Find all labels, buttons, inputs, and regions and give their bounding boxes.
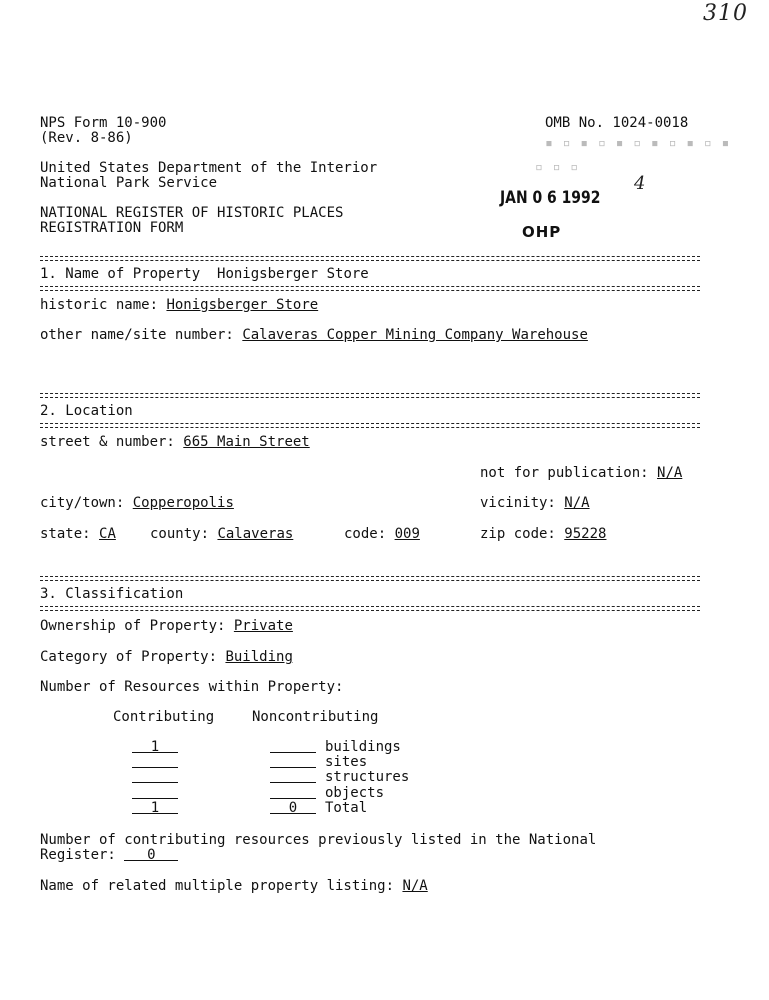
- ownership-label: Ownership of Property:: [40, 618, 226, 634]
- section-rule: [40, 606, 700, 611]
- section-rule: [40, 393, 700, 398]
- agency: National Park Service: [40, 175, 218, 191]
- category-value: Building: [225, 649, 293, 665]
- zip-label: zip code:: [480, 526, 556, 542]
- resource-row-label: objects: [325, 785, 385, 801]
- form-title: REGISTRATION FORM: [40, 220, 184, 236]
- street-label: street & number:: [40, 434, 175, 450]
- nfp-label: not for publication:: [480, 465, 649, 481]
- state-value: CA: [99, 526, 116, 542]
- resource-total-contributing: 1: [132, 801, 178, 816]
- office-stamp: OHP: [522, 225, 562, 237]
- city-field: [40, 496, 234, 511]
- resource-row-label: structures: [325, 769, 410, 785]
- city-value: Copperopolis: [132, 495, 234, 511]
- zip-value: 95228: [564, 526, 607, 542]
- resource-row-contributing: 1: [132, 740, 178, 755]
- ownership-value: Private: [233, 618, 293, 634]
- other-name-field: [40, 328, 588, 343]
- register-title: NATIONAL REGISTER OF HISTORIC PLACES: [40, 205, 344, 221]
- vicinity-field: [480, 496, 590, 511]
- page-number: 310: [703, 1, 748, 26]
- vicinity-label: vicinity:: [480, 495, 556, 511]
- contributing-column-header: Contributing: [113, 709, 215, 725]
- department: United States Department of the Interior: [40, 160, 378, 176]
- nfp-value: N/A: [657, 465, 683, 481]
- section1-heading: 1. Name of Property Honigsberger Store: [40, 266, 369, 282]
- section-rule: [40, 576, 700, 581]
- section3-heading: 3. Classification: [40, 586, 184, 602]
- mpl-value: N/A: [402, 878, 428, 894]
- noncontributing-column-header: Noncontributing: [252, 709, 379, 725]
- street-value: 665 Main Street: [183, 434, 310, 450]
- other-name-value: Calaveras Copper Mining Company Warehouse: [242, 327, 588, 343]
- county-field: [150, 527, 293, 542]
- resource-total-noncontributing: 0: [270, 801, 316, 816]
- faded-stamp-text-2: ▫ ▫ ▫: [535, 160, 580, 175]
- county-value: Calaveras: [217, 526, 294, 542]
- city-label: city/town:: [40, 495, 125, 511]
- resource-row-noncontributing: [270, 770, 316, 787]
- category-field: [40, 650, 293, 665]
- mpl-label: Name of related multiple property listing:: [40, 878, 395, 894]
- historic-name-value: Honigsberger Store: [166, 297, 319, 313]
- form-id: NPS Form 10-900: [40, 115, 167, 131]
- resource-row-contributing: [132, 770, 178, 787]
- resource-total-label: Total: [325, 800, 368, 816]
- register-value: 0: [124, 848, 178, 861]
- street-field: [40, 435, 310, 450]
- code-label: code:: [344, 526, 387, 542]
- state-label: state:: [40, 526, 91, 542]
- section-rule: [40, 423, 700, 428]
- received-date-stamp: JAN 0 6 1992: [500, 188, 601, 208]
- county-label: county:: [150, 526, 210, 542]
- register-label: Register:: [40, 847, 116, 863]
- section-rule: [40, 286, 700, 291]
- zip-field: [480, 527, 606, 542]
- section-rule: [40, 256, 700, 261]
- vicinity-value: N/A: [564, 495, 590, 511]
- resource-row-label: buildings: [325, 739, 401, 755]
- previously-listed-field: [40, 848, 178, 863]
- code-value: 009: [394, 526, 420, 542]
- omb-number: OMB No. 1024-0018: [545, 115, 689, 131]
- code-field: [344, 527, 420, 542]
- ownership-field: [40, 619, 293, 634]
- category-label: Category of Property:: [40, 649, 218, 665]
- historic-name-field: [40, 298, 318, 313]
- resources-label: Number of Resources within Property:: [40, 679, 344, 695]
- section2-heading: 2. Location: [40, 403, 133, 419]
- state-field: [40, 527, 116, 542]
- not-for-publication-field: [480, 466, 682, 481]
- resource-row-label: sites: [325, 754, 368, 770]
- historic-name-label: historic name:: [40, 297, 159, 313]
- form-revision: (Rev. 8-86): [40, 130, 133, 146]
- multiple-property-field: [40, 879, 428, 894]
- faded-stamp-text: ▪ ▫ ▪ ▫ ▪ ▫ ▪ ▫ ▪ ▫ ▪: [545, 136, 731, 151]
- other-name-label: other name/site number:: [40, 327, 234, 343]
- previously-listed-line: Number of contributing resources previously listed in the National: [40, 832, 597, 848]
- handwritten-mark: 4: [634, 173, 647, 194]
